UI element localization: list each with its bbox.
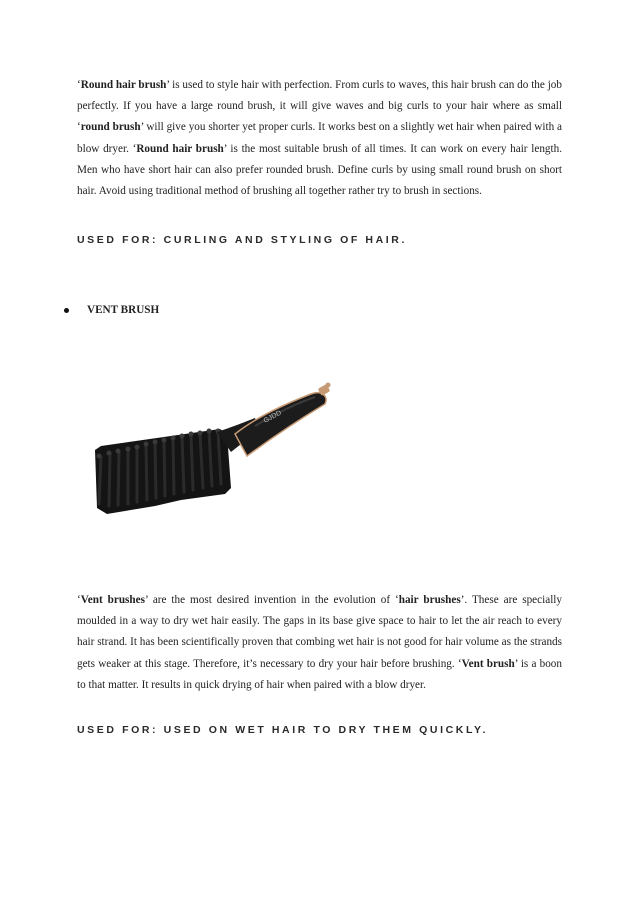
text-run: ‘ [77,79,81,91]
text-run: ’ is a boon to that matter. It results in quick drying of hair when paired with a blow dryer. [77,657,562,691]
bold-term: Vent brushes [80,594,145,606]
bold-term: hair brushes [398,594,461,606]
bold-term: Round hair brush [136,142,224,155]
text-run: ’. These are specially moulded in a way to dry wet hair easily. The gaps in its base give space to hair to let the air reach to every hair strand. It has been scientifically proven that combing wet hair is not good for hair volume as the strands gets weaker at this stage. Therefore, it’s necessary to dry your hair before brushing. ‘ [77,594,563,670]
text-run: ’ is used to style hair with perfection. From curls to waves, this hair brush can do the job perfectly. If you have a large round brush, it will give waves and big curls to your hair where as small ‘ [77,79,562,134]
bold-term: Vent brush [461,657,515,670]
text-run: ’ is the most suitable brush of all times. It can work on every hair length. Men who have short hair can also prefer rounded brush. Define curls by using small round brush on short hair. Avoid using traditional method of brushing all together rather try to brush in sections. [77,142,563,198]
text-run: ’ are the most desired invention in the evolution of ‘ [144,594,399,606]
vent-brush-photo [85,322,365,570]
text-run: ’ will give you shorter yet proper curls. It works best on a slightly wet hair when paired with a blow dryer. ‘ [77,121,562,155]
bold-term: Round hair brush [80,79,167,91]
text-run: ‘ [77,594,81,606]
vent-brush-bullet [64,304,159,316]
bullet-icon [64,308,69,313]
round-brush-paragraph [77,75,562,202]
brand-text: GJDD [262,409,283,425]
vent-brush-used-for: USED FOR: USED ON WET HAIR TO DRY THEM QUICKLY. [77,724,488,736]
bold-term: round brush [80,121,141,134]
vent-brush-heading: VENT BRUSH [87,304,160,316]
vent-brush-paragraph [77,590,562,696]
round-brush-used-for: USED FOR: CURLING AND STYLING OF HAIR. [77,234,407,246]
